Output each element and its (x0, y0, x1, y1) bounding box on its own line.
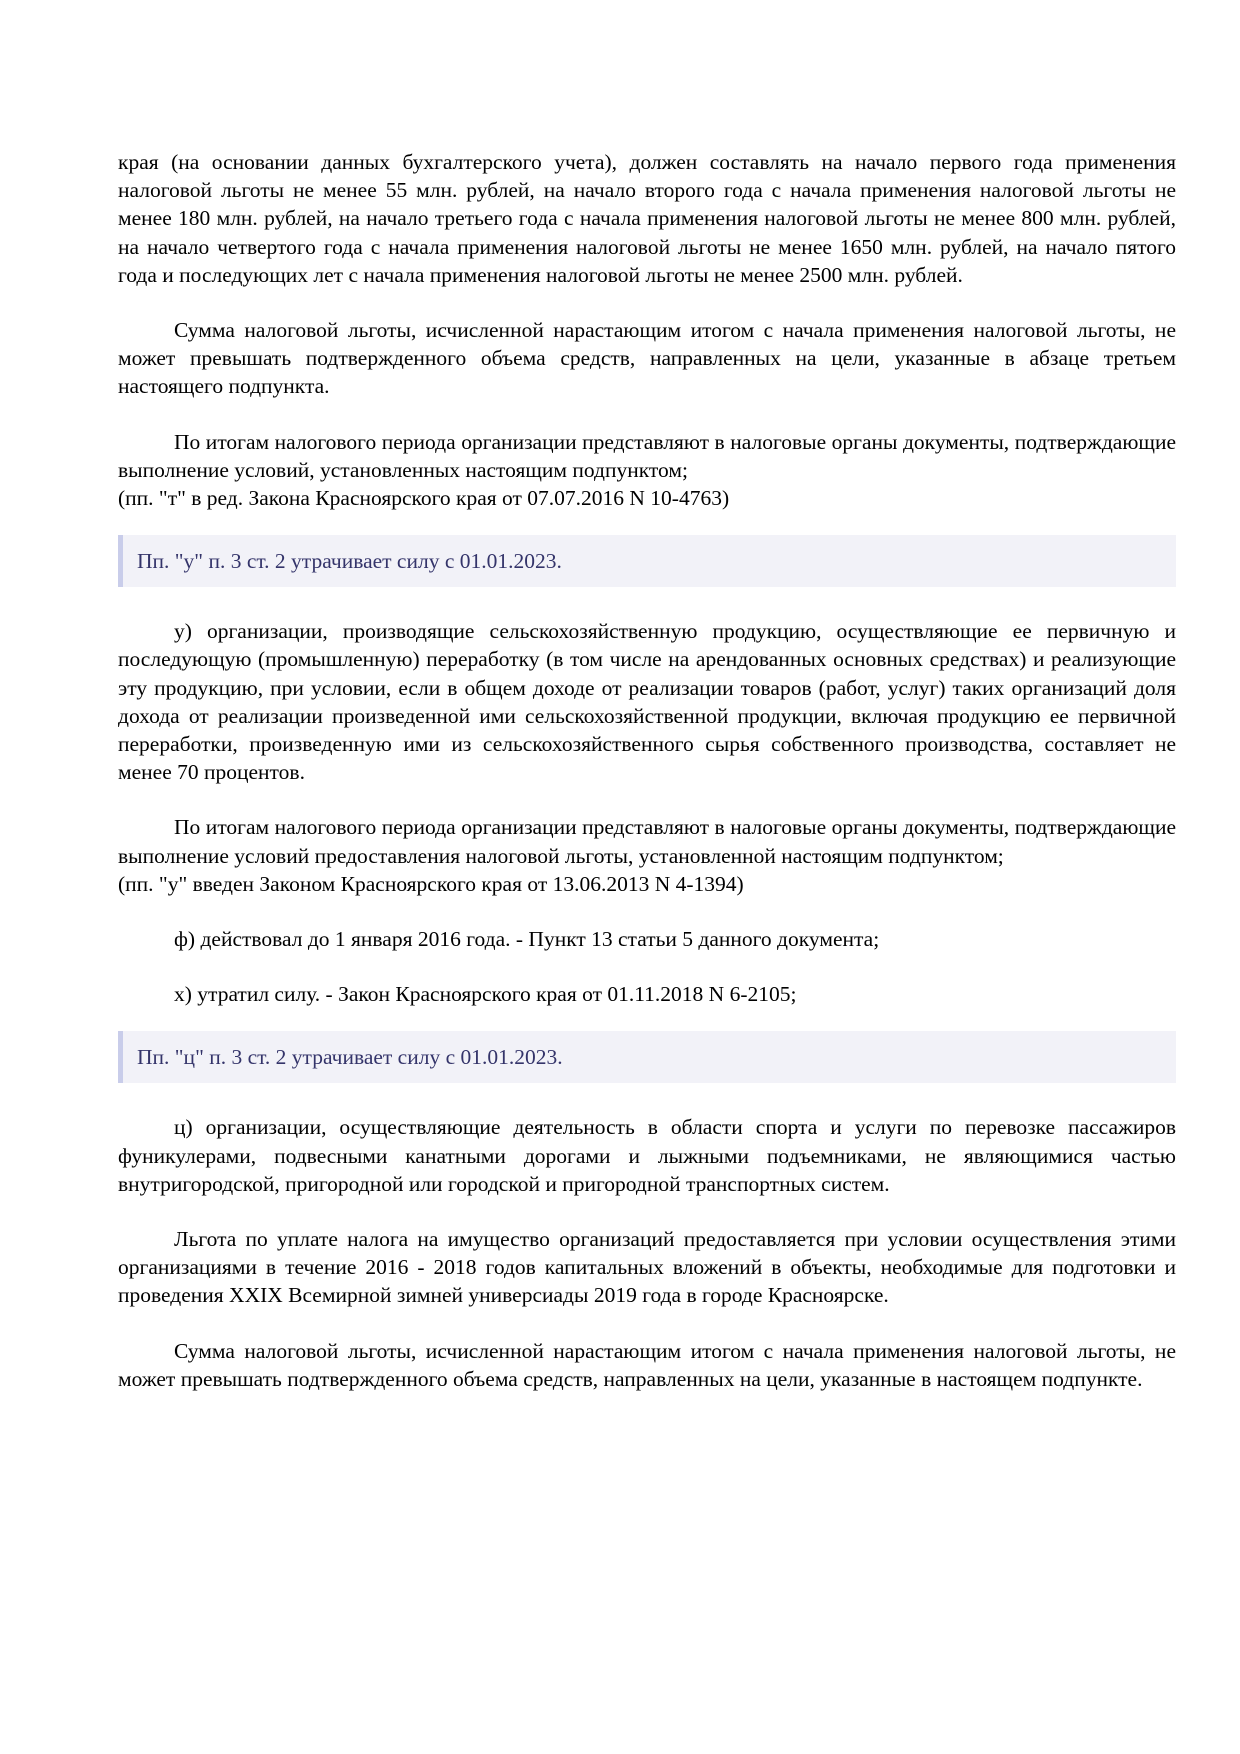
document-page (118, 148, 1176, 1393)
expiry-note-ts (118, 1031, 1176, 1083)
expiry-note-text: Пп. "у" п. 3 ст. 2 утрачивает силу с 01.01.2023. (137, 549, 562, 574)
expiry-note-u (118, 535, 1176, 587)
amendment-reference-t[interactable]: (пп. "т" в ред. Закона Красноярского края от 07.07.2016 N 10-4763) (118, 486, 730, 511)
subparagraph-ts-sports: ц) организации, осуществляющие деятельность в области спорта и услуги по перевозке пассажиров фуникулерами, подвесными канатными дорогами и лыжными подъемниками, не являющимися частью внутригородской, пригородной или городской и пригородной транспортных систем. (118, 1115, 1176, 1196)
expiry-note-text: Пп. "ц" п. 3 ст. 2 утрачивает силу с 01.01.2023. (137, 1045, 563, 1070)
paragraph-reporting-requirement: По итогам налогового периода организации представляют в налоговые органы документы, подтверждающие выполнение условий, установленных настоящим подпунктом; (118, 429, 1176, 482)
paragraph-asset-thresholds: края (на основании данных бухгалтерского учета), должен составлять на начало первого года применения налоговой льготы не менее 55 млн. рублей, на начало второго года с начала применения налоговой льготы не менее 180 млн. рублей, на начало третьего года с начала применения налоговой льготы не менее 800 млн. рублей, на начало четвертого года с начала применения налоговой льготы не менее 1650 млн. рублей, на начало пятого года и последующих лет с начала применения налоговой льготы не менее 2500 млн. рублей. (118, 150, 1176, 287)
subparagraph-kh-repealed[interactable]: х) утратил силу. - Закон Красноярского края от 01.11.2018 N 6-2105; (174, 982, 797, 1007)
paragraph-universiade-condition: Льгота по уплате налога на имущество организаций предоставляется при условии осуществления этими организациями в течение 2016 - 2018 годов капитальных вложений в объекты, необходимые для подготовки и проведения XXIX Всемирной зимней универсиады 2019 года в городе Красноярске. (118, 1227, 1176, 1308)
paragraph-benefit-limit: Сумма налоговой льготы, исчисленной нарастающим итогом с начала применения налоговой льготы, не может превышать подтвержденного объема средств, направленных на цели, указанные в абзаце третьем настоящего подпункта. (118, 318, 1176, 399)
subparagraph-u-agricultural: у) организации, производящие сельскохозяйственную продукцию, осуществляющие ее первичную и последующую (промышленную) переработку (в том числе на арендованных основных средствах) и реализующие эту продукцию, при условии, если в общем доходе от реализации товаров (работ, услуг) таких организаций доля дохода от реализации произведенной ими сельскохозяйственной продукции, включая продукцию ее первичной переработки, произведенную ими из сельскохозяйственного сырья собственного производства, составляет не менее 70 процентов. (118, 619, 1176, 785)
paragraph-benefit-limit-ts: Сумма налоговой льготы, исчисленной нарастающим итогом с начала применения налоговой льготы, не может превышать подтвержденного объема средств, направленных на цели, указанные в настоящем подпункте. (118, 1338, 1176, 1391)
paragraph-reporting-requirement-u: По итогам налогового периода организации представляют в налоговые органы документы, подтверждающие выполнение условий предоставления налоговой льготы, установленной настоящим подпунктом; (118, 815, 1176, 868)
subparagraph-f-expired[interactable]: ф) действовал до 1 января 2016 года. - Пункт 13 статьи 5 данного документа; (174, 927, 880, 952)
amendment-reference-u[interactable]: (пп. "у" введен Законом Красноярского края от 13.06.2013 N 4-1394) (118, 871, 744, 896)
